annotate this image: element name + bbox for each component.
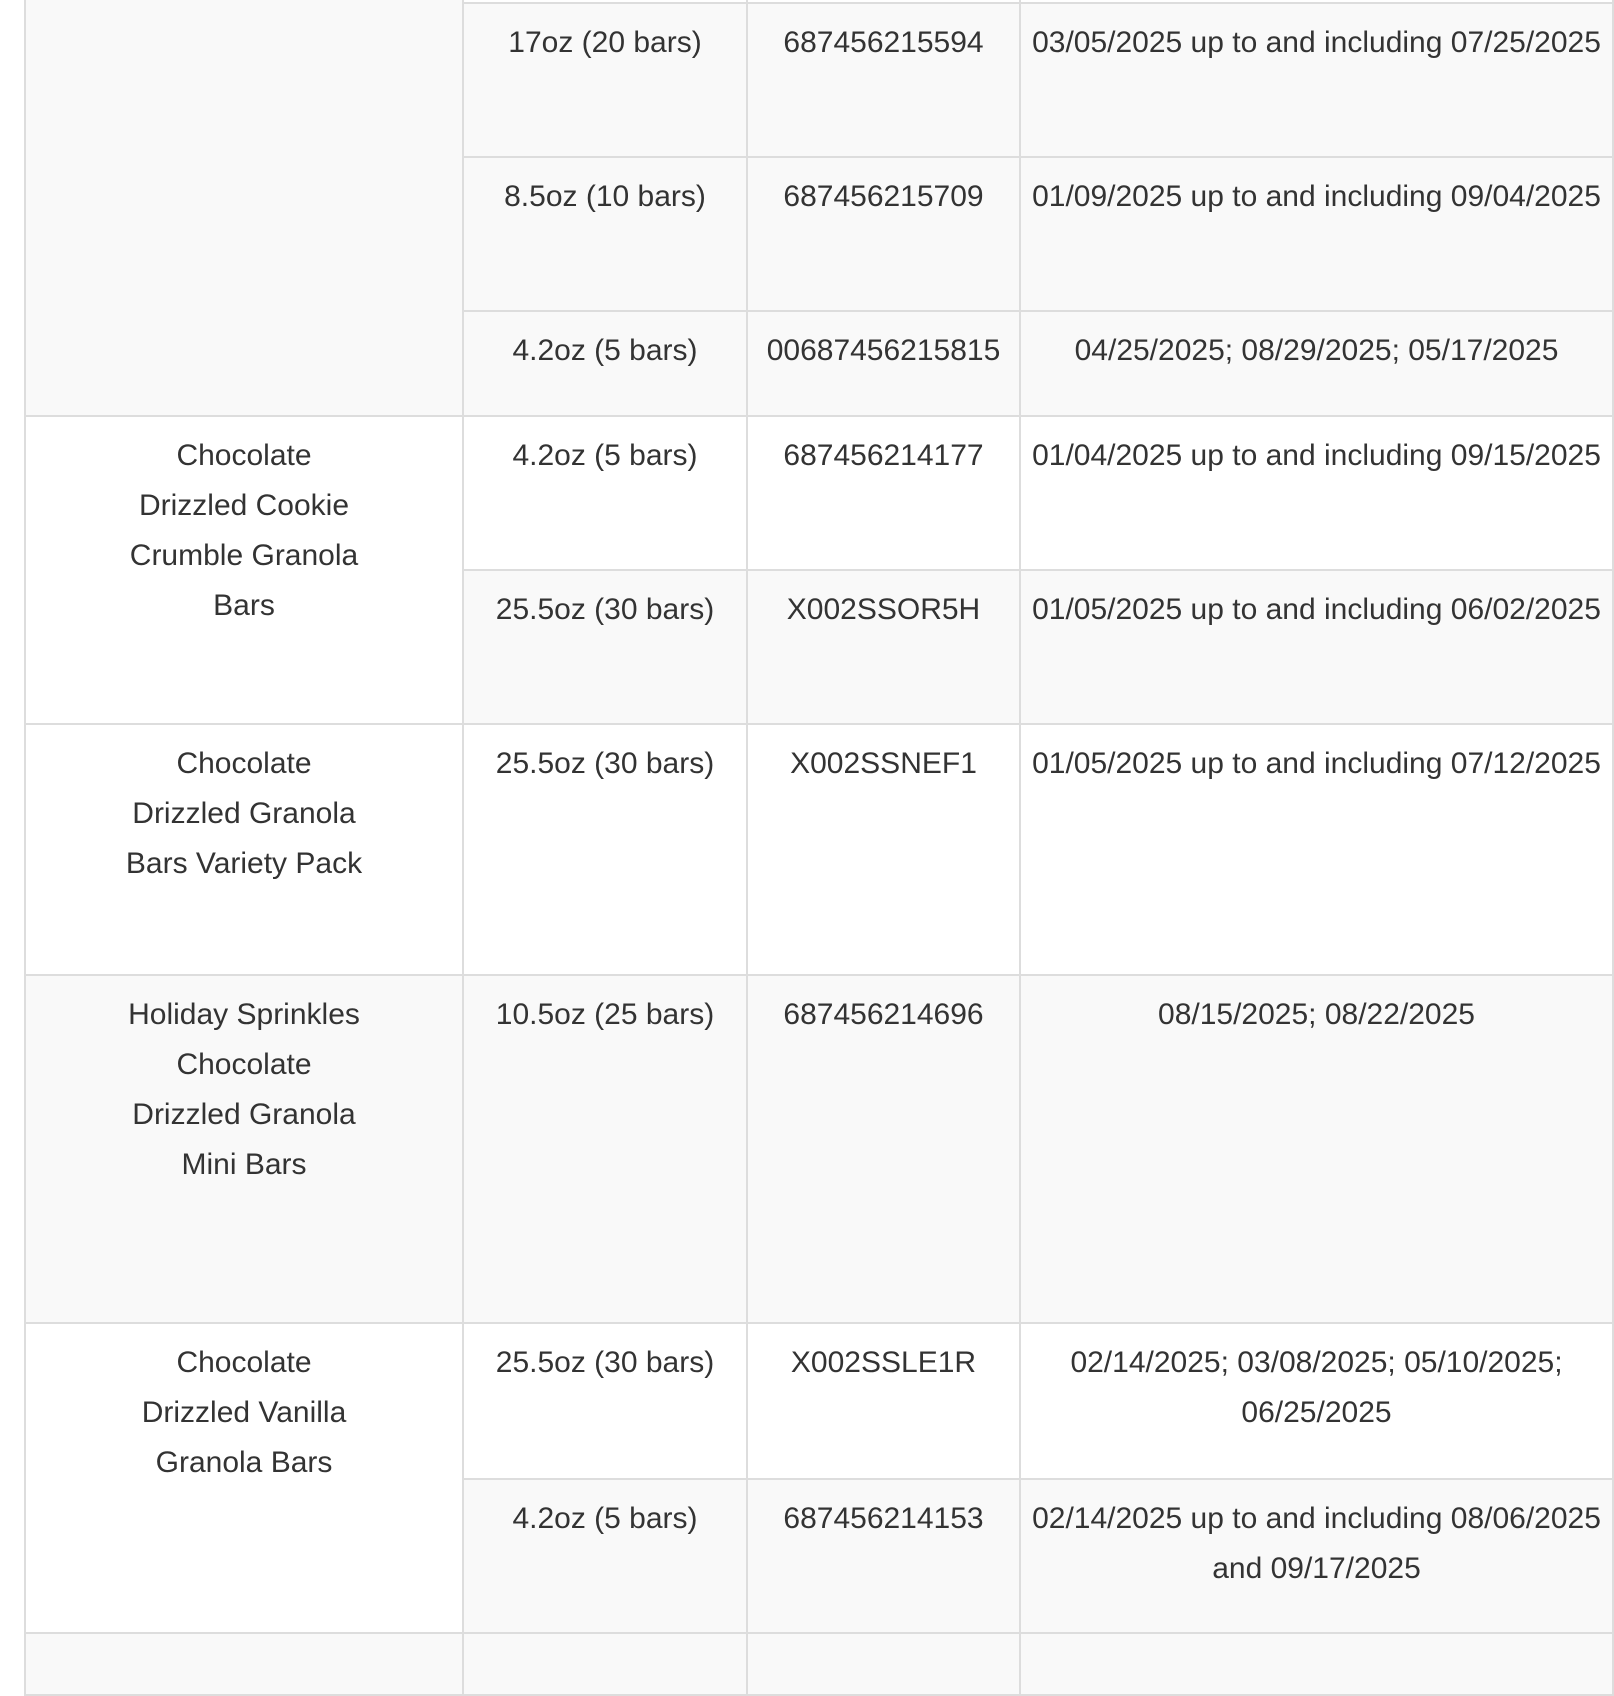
product-name: Chocolate Drizzled Vanilla Granola Bars <box>141 1346 347 1479</box>
dates-cell: 01/05/2025 up to and including 06/02/2025 <box>1020 570 1613 724</box>
size-cell: 25.5oz (30 bars) <box>463 570 747 724</box>
product-recall-table <box>24 0 1614 1696</box>
upc-cell: 687456215594 <box>747 3 1020 157</box>
size-cell <box>463 1633 747 1695</box>
size-cell: 10.5oz (25 bars) <box>463 975 747 1323</box>
upc-cell: 687456214153 <box>747 1479 1020 1633</box>
dates-cell: 01/05/2025 up to and including 07/12/2025 <box>1020 724 1613 975</box>
size-cell: 4.2oz (5 bars) <box>463 1479 747 1633</box>
size-cell: 25.5oz (30 bars) <box>463 1323 747 1479</box>
product-name-cell <box>25 1323 463 1633</box>
upc-cell <box>747 1633 1020 1695</box>
size-cell: 4.2oz (5 bars) <box>463 416 747 570</box>
size-cell: 25.5oz (30 bars) <box>463 724 747 975</box>
table-row <box>25 724 1613 975</box>
product-name: Holiday Sprinkles Chocolate Drizzled Granola Mini Bars <box>128 998 360 1181</box>
size-cell: 8.5oz (10 bars) <box>463 157 747 311</box>
dates-cell: 03/05/2025 up to and including 07/25/2025 <box>1020 3 1613 157</box>
upc-cell: X002SSNEF1 <box>747 724 1020 975</box>
dates-cell <box>1020 1633 1613 1695</box>
table-row <box>25 1323 1613 1479</box>
upc-cell: X002SSLE1R <box>747 1323 1020 1479</box>
size-cell: 17oz (20 bars) <box>463 3 747 157</box>
dates-cell: 01/04/2025 up to and including 09/15/2025 <box>1020 416 1613 570</box>
dates-cell: 02/14/2025 up to and including 08/06/2025 and 09/17/2025 <box>1020 1479 1613 1633</box>
upc-cell: 687456215709 <box>747 157 1020 311</box>
dates-cell: 01/09/2025 up to and including 09/04/2025 <box>1020 157 1613 311</box>
product-name-cell <box>25 0 463 416</box>
product-name: Chocolate Drizzled Granola Bars Variety Pack <box>125 747 363 880</box>
product-name-cell <box>25 1633 463 1695</box>
table-row <box>25 416 1613 570</box>
table-row <box>25 975 1613 1323</box>
dates-cell: 04/25/2025; 08/29/2025; 05/17/2025 <box>1020 311 1613 416</box>
upc-cell: 687456214696 <box>747 975 1020 1323</box>
product-name-cell <box>25 416 463 724</box>
upc-cell: 00687456215815 <box>747 311 1020 416</box>
size-cell: 4.2oz (5 bars) <box>463 311 747 416</box>
dates-cell: 02/14/2025; 03/08/2025; 05/10/2025; 06/25/2025 <box>1020 1323 1613 1479</box>
table-row-next <box>25 1633 1613 1695</box>
upc-cell: X002SSOR5H <box>747 570 1020 724</box>
upc-cell: 687456214177 <box>747 416 1020 570</box>
product-name-cell <box>25 975 463 1323</box>
product-name-cell <box>25 724 463 975</box>
dates-cell: 08/15/2025; 08/22/2025 <box>1020 975 1613 1323</box>
product-name: Chocolate Drizzled Cookie Crumble Granola Bars <box>129 439 359 622</box>
